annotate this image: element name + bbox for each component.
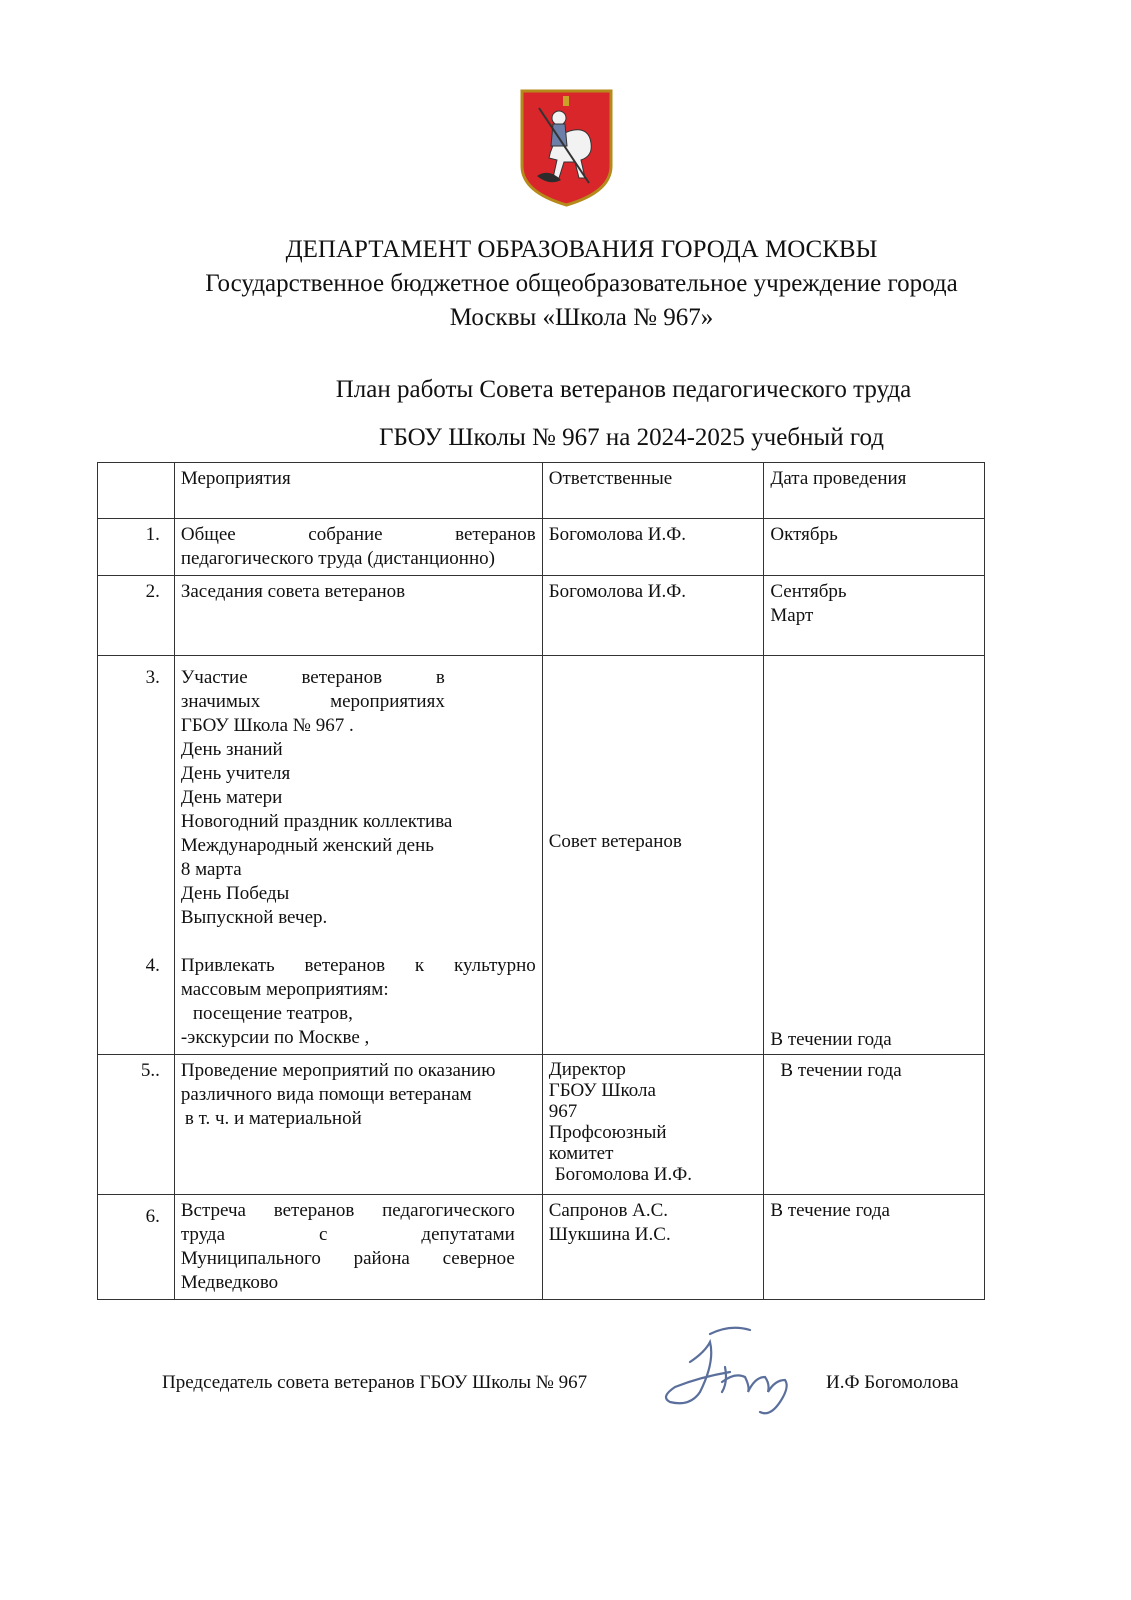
event-line: Проведение мероприятий по оказанию [180, 1060, 496, 1081]
responsible-text: Совет ветеранов [548, 831, 682, 852]
table-row [98, 656, 985, 1055]
row-numbers [98, 656, 175, 1055]
event-line: День Победы [180, 883, 290, 904]
responsible-line: ГБОУ Школа [548, 1080, 656, 1101]
event-line: Международный женский день [180, 835, 434, 856]
row-date [764, 656, 985, 1055]
row-number: 2. [98, 576, 175, 656]
row-event [174, 1195, 542, 1300]
row-responsible [542, 1195, 764, 1300]
event-line: ГБОУ Школа № 967 . [180, 715, 354, 736]
event-line: педагогического труда (дистанционно) [180, 548, 495, 569]
chair-label: Председатель совета ветеранов ГБОУ Школы № 967 [162, 1372, 588, 1393]
responsible-line: Директор [548, 1059, 626, 1080]
event-line: различного вида помощи ветеранам [180, 1084, 472, 1105]
row-event [174, 1055, 542, 1195]
event-line: День матери [180, 787, 283, 808]
header-cell-date: Дата проведения [764, 463, 985, 519]
event-line: Выпускной вечер. [180, 907, 328, 928]
responsible-line: 967 [548, 1101, 578, 1122]
event-line: Привлекать ветеранов к культурно [180, 955, 536, 976]
table-row [98, 1195, 985, 1300]
row-date: В течение года [764, 1195, 985, 1300]
department-title: ДЕПАРТАМЕНТ ОБРАЗОВАНИЯ ГОРОДА МОСКВЫ [285, 236, 878, 263]
event-line: Медведково [180, 1272, 279, 1293]
row-date [764, 576, 985, 656]
header-cell-num [98, 463, 175, 519]
plan-subtitle: ГБОУ Школы № 967 на 2024-2025 учебный год [378, 424, 884, 451]
responsible-line: Шукшина И.С. [548, 1224, 671, 1245]
event-line: День учителя [180, 763, 291, 784]
row-responsible: Богомолова И.Ф. [542, 519, 764, 576]
event-line: -экскурсии по Москве , [180, 1027, 370, 1048]
row-number: 5.. [98, 1055, 175, 1195]
row-number: 3. [145, 667, 160, 688]
table-row [98, 576, 985, 656]
moscow-coat-of-arms-icon [519, 88, 614, 208]
event-line: массовым мероприятиям: [180, 979, 389, 1000]
date-line: Сентябрь [770, 581, 847, 602]
row-number: 1. [98, 519, 175, 576]
date-line: Март [770, 605, 814, 626]
table-row [98, 519, 985, 576]
plan-table [97, 462, 985, 1300]
event-line: Новогодний праздник коллектива [180, 811, 453, 832]
event-line: 8 марта [180, 859, 242, 880]
event-line: Встреча ветеранов педагогического [180, 1200, 515, 1221]
date-text: В течении года [770, 1029, 892, 1050]
responsible-line: Богомолова И.Ф. [554, 1164, 693, 1185]
event-line: Общее собрание ветеранов [180, 524, 536, 545]
chair-name: И.Ф Богомолова [826, 1372, 959, 1393]
header-cell-responsible: Ответственные [542, 463, 764, 519]
table-header-row [98, 463, 985, 519]
event-line: Участие ветеранов в [180, 667, 445, 688]
row-responsible [542, 1055, 764, 1195]
table-row [98, 1055, 985, 1195]
row-date: Октябрь [764, 519, 985, 576]
org-name-line2: Москвы «Школа № 967» [449, 304, 714, 331]
row-event: Заседания совета ветеранов [174, 576, 542, 656]
event-line: труда с депутатами [180, 1224, 515, 1245]
row-date: В течении года [764, 1055, 985, 1195]
responsible-line: Профсоюзный [548, 1122, 667, 1143]
row-event [174, 656, 542, 1055]
responsible-line: Сапронов А.С. [548, 1200, 669, 1221]
responsible-line: комитет [548, 1143, 614, 1164]
row-event [174, 519, 542, 576]
row-responsible: Богомолова И.Ф. [542, 576, 764, 656]
org-name-line1: Государственное бюджетное общеобразовательное учреждение города [205, 270, 958, 297]
event-line: значимых мероприятиях [180, 691, 445, 712]
event-line: посещение театров, [192, 1003, 353, 1024]
event-line: Муниципального района северное [180, 1248, 515, 1269]
signature-image [650, 1322, 810, 1422]
event-line: День знаний [180, 739, 283, 760]
event-line: в т. ч. и материальной [184, 1108, 362, 1129]
row-responsible [542, 656, 764, 1055]
plan-title: План работы Совета ветеранов педагогического труда [335, 376, 912, 403]
row-number: 6. [98, 1195, 175, 1300]
header-cell-events: Мероприятия [174, 463, 542, 519]
row-number: 4. [145, 955, 160, 976]
